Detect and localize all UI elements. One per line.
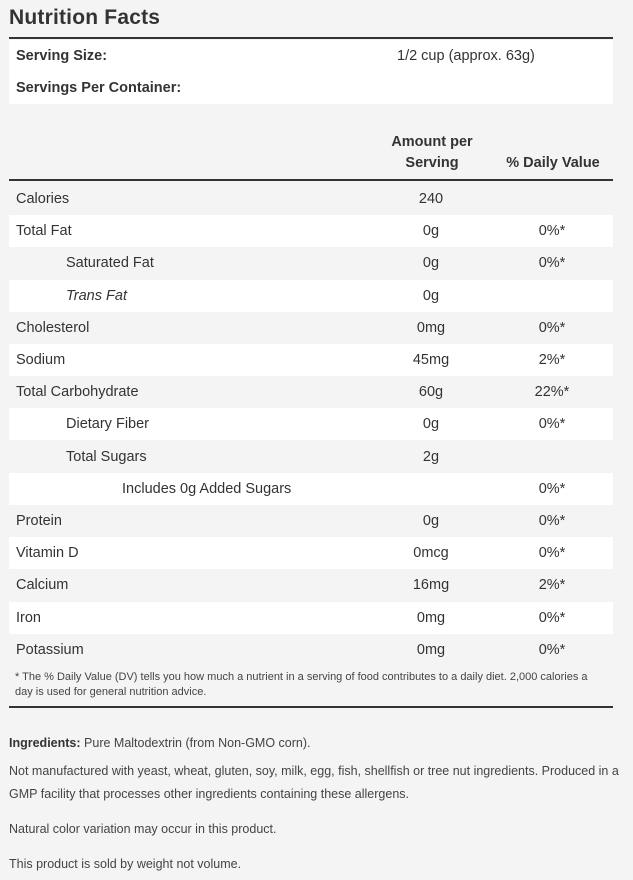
nutrient-amount: 0g: [422, 287, 440, 304]
nutrient-row: [9, 634, 613, 666]
nutrient-amount: 2g: [422, 448, 440, 465]
nutrient-daily-value: 0%*: [538, 223, 566, 240]
nutrient-amount: 16mg: [412, 577, 450, 594]
nutrient-name: Vitamin D: [16, 545, 79, 562]
header-divider: [9, 179, 613, 181]
nutrient-row: [9, 441, 613, 473]
nutrition-facts-title: Nutrition Facts: [9, 6, 161, 29]
servings-per-container-label: Servings Per Container:: [16, 80, 182, 96]
nutrient-name: Total Sugars: [66, 448, 147, 465]
nutrient-row: [9, 537, 613, 569]
nutrient-row: [9, 183, 613, 215]
nutrient-name: Potassium: [16, 641, 84, 658]
nutrient-name: Protein: [16, 513, 62, 529]
nutrient-amount: 0mg: [416, 641, 446, 658]
nutrient-name: Cholesterol: [16, 319, 90, 336]
nutrient-daily-value: 2%*: [538, 352, 566, 368]
nutrient-amount: 45mg: [412, 352, 450, 368]
serving-size-row: [9, 40, 613, 72]
nutrient-name: Saturated Fat: [66, 255, 154, 272]
nutrient-daily-value: 0%*: [538, 480, 566, 497]
nutrient-row: [9, 505, 613, 537]
nutrient-row: [9, 247, 613, 279]
nutrient-name: Total Carbohydrate: [16, 384, 139, 401]
nutrient-amount: 0g: [422, 416, 440, 433]
nutrient-daily-value: 0%*: [538, 255, 566, 272]
servings-per-container-row: [9, 72, 613, 104]
nutrient-daily-value: 0%*: [538, 416, 566, 433]
ingredients-paragraph: [9, 732, 619, 755]
nutrient-amount: 60g: [418, 384, 444, 401]
nutrient-row: [9, 569, 613, 601]
serving-size-label: Serving Size:: [16, 48, 108, 64]
nutrient-row: [9, 215, 613, 247]
nutrient-amount: 0mg: [416, 609, 446, 626]
nutrient-daily-value: 22%*: [534, 384, 570, 401]
nutrient-name: Includes 0g Added Sugars: [122, 480, 292, 497]
nutrient-row: [9, 602, 613, 634]
ingredients-text: Pure Maltodextrin (from Non-GMO corn).: [84, 736, 311, 750]
nutrient-row: [9, 280, 613, 312]
color-variation-note: Natural color variation may occur in this product.: [9, 822, 277, 836]
nutrient-row: [9, 473, 613, 505]
nutrient-row: [9, 376, 613, 408]
nutrient-row: [9, 312, 613, 344]
amount-per-serving-header: Amount per Serving: [391, 134, 473, 171]
nutrient-name: Calcium: [16, 577, 69, 594]
serving-size-value: 1/2 cup (approx. 63g): [397, 48, 535, 64]
daily-value-header: % Daily Value: [506, 155, 600, 171]
nutrient-row: [9, 408, 613, 440]
nutrient-amount: 0g: [422, 513, 440, 529]
weight-note: This product is sold by weight not volume.: [9, 857, 242, 871]
nutrient-daily-value: 2%*: [538, 577, 566, 594]
nutrient-name: Calories: [16, 191, 70, 207]
nutrient-daily-value: 0%*: [538, 609, 566, 626]
title-divider: [9, 37, 613, 39]
nutrient-name: Total Fat: [16, 223, 72, 240]
nutrient-name: Sodium: [16, 352, 66, 368]
nutrient-row: [9, 344, 613, 376]
ingredients-label: Ingredients:: [9, 736, 81, 750]
nutrient-name: Iron: [16, 609, 41, 626]
nutrient-amount: 0mg: [416, 319, 446, 336]
nutrient-name: Dietary Fiber: [66, 416, 149, 433]
nutrient-daily-value: 0%*: [538, 513, 566, 529]
nutrient-amount: 0g: [422, 255, 440, 272]
daily-value-footnote: * The % Daily Value (DV) tells you how much a nutrient in a serving of food contributes to a daily diet. 2,000 calories a day is used for general nutrition advice.: [15, 671, 588, 698]
nutrient-amount: 0mcg: [413, 545, 449, 562]
allergen-note: Not manufactured with yeast, wheat, gluten, soy, milk, egg, fish, shellfish or tree nut ingredients. Produced in a GMP facility that processes other ingredients containing these allergens.: [9, 764, 619, 801]
nutrient-daily-value: 0%*: [538, 641, 566, 658]
nutrient-daily-value: 0%*: [538, 319, 566, 336]
nutrient-amount: 240: [418, 191, 444, 207]
nutrient-daily-value: 0%*: [538, 545, 566, 562]
footer-divider: [9, 706, 613, 708]
nutrient-name: Trans Fat: [66, 287, 127, 304]
nutrient-amount: 0g: [422, 223, 440, 240]
